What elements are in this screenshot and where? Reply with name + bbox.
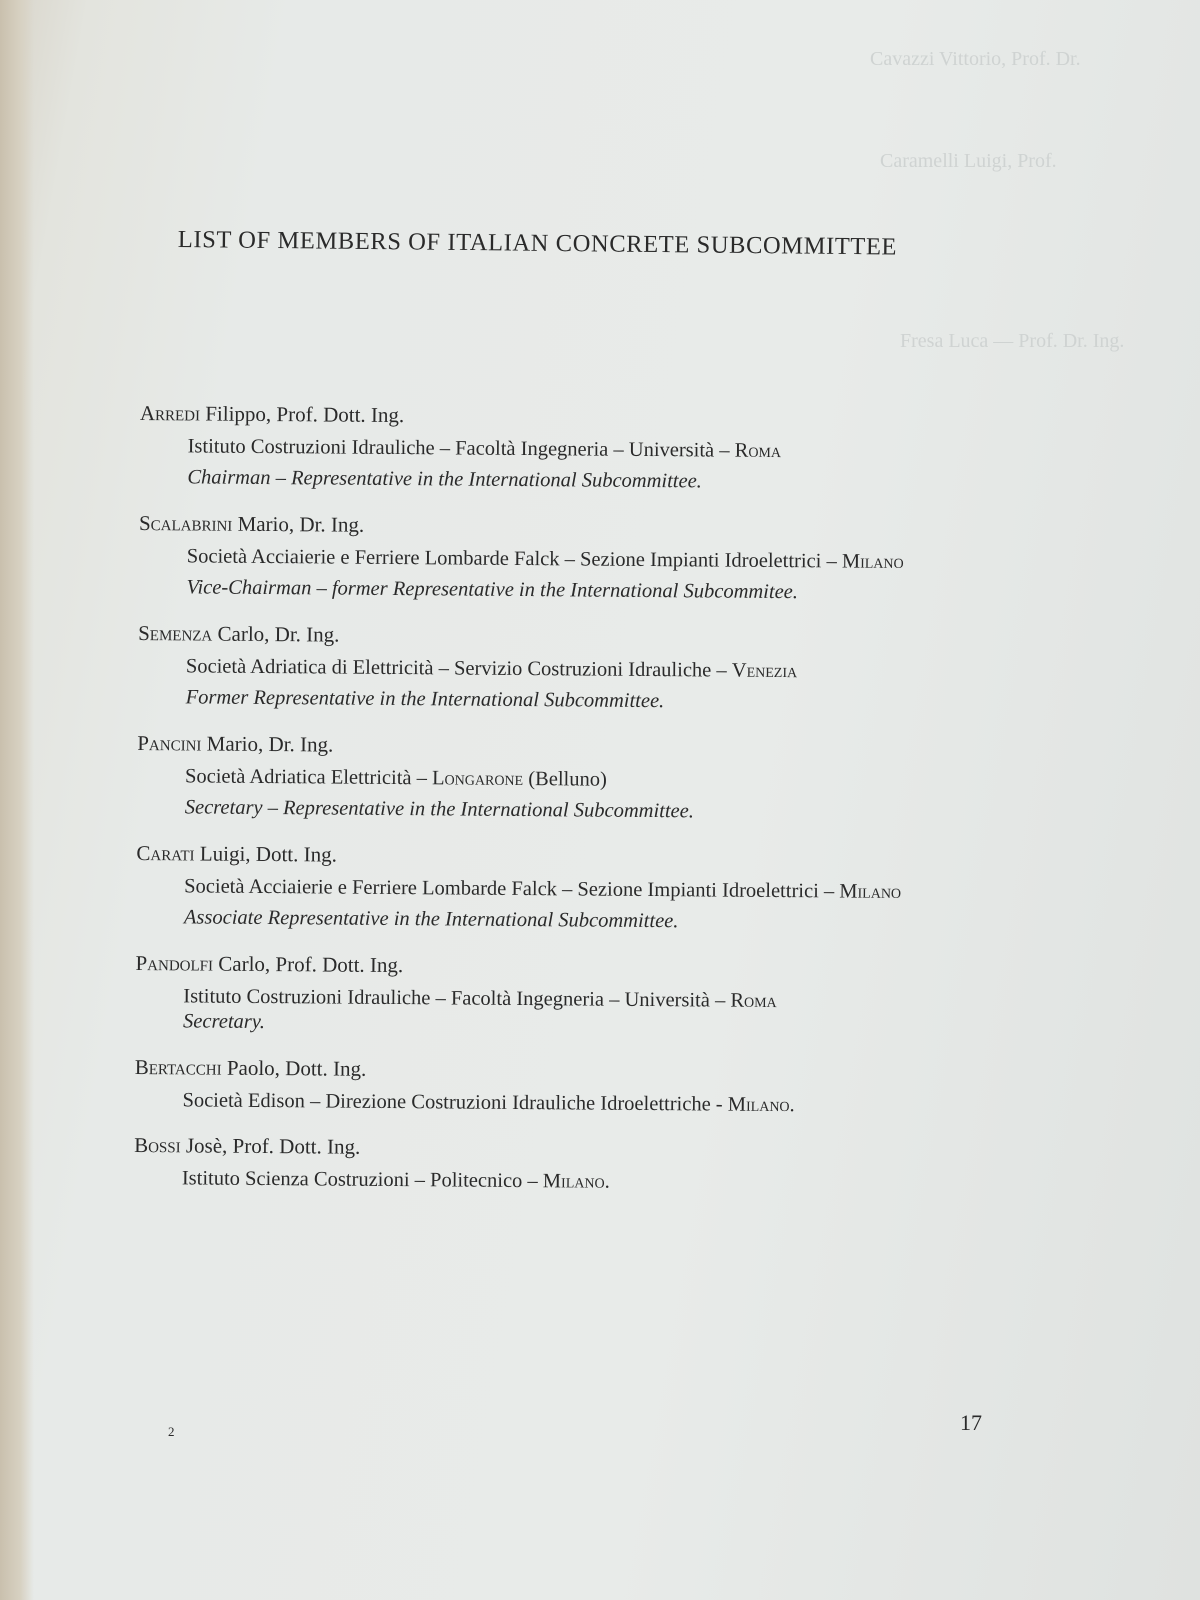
member-given-name: Filippo, Prof. Dott. Ing. [205, 401, 405, 428]
affiliation-city: Venezia [731, 659, 798, 683]
member-surname: Bossi [134, 1132, 181, 1158]
affiliation-text: Società Adriatica di Elettricità – Servizio Costruzioni Idrauliche – [185, 655, 732, 682]
member-entry [134, 1052, 1034, 1121]
member-role: Secretary. [183, 1010, 265, 1033]
member-name [138, 618, 1038, 655]
member-entry [136, 838, 1037, 939]
affiliation-city: Milano [839, 880, 902, 903]
member-surname: Carati [136, 840, 195, 866]
member-affiliation [136, 872, 1014, 907]
member-given-name: Carlo, Dr. Ing. [217, 621, 340, 647]
member-surname: Pandolfi [135, 950, 214, 976]
member-role: Vice-Chairman – former Representative in the International Subcommitee. [186, 576, 799, 604]
member-name [135, 1052, 1035, 1089]
member-entry [138, 508, 1039, 609]
member-name [136, 838, 1036, 875]
affiliation-text: Istituto Costruzioni Idrauliche – Facoltà Ingegneria – Università – [183, 985, 731, 1012]
member-affiliation [134, 1086, 1012, 1121]
member-given-name: Josè, Prof. Dott. Ing. [185, 1133, 361, 1159]
member-affiliation [140, 432, 1018, 467]
page-title: LIST OF MEMBERS OF ITALIAN CONCRETE SUBCOMMITTEE [177, 226, 898, 261]
affiliation-city: Longarone [431, 767, 524, 791]
member-entry [137, 728, 1038, 829]
affiliation-city: Milano. [542, 1170, 610, 1193]
member-role: Chairman – Representative in the International Subcommittee. [187, 466, 702, 493]
members-list [134, 398, 1040, 1215]
affiliation-suffix: (Belluno) [523, 768, 607, 791]
member-name [137, 728, 1037, 765]
member-given-name: Mario, Dr. Ing. [237, 511, 365, 537]
member-surname: Bertacchi [134, 1054, 222, 1080]
affiliation-text: Società Acciaierie e Ferriere Lombarde Falck – Sezione Impianti Idroelettrici – [184, 875, 840, 903]
affiliation-text: Società Adriatica Elettricità – [184, 765, 433, 790]
affiliation-city: Milano [841, 550, 904, 574]
member-role: Former Representative in the International Subcommittee. [185, 686, 665, 713]
member-given-name: Carlo, Prof. Dott. Ing. [218, 951, 404, 978]
printer-signature-mark: 2 [168, 1424, 175, 1439]
affiliation-text: Istituto Scienza Costruzioni – Politecnico – [181, 1167, 543, 1193]
member-entry [135, 948, 1036, 1043]
affiliation-text: Società Edison – Direzione Costruzioni Idrauliche Idroelettriche - [182, 1089, 728, 1116]
page-binding-edge [0, 0, 34, 1600]
member-affiliation [138, 652, 1016, 687]
member-entry [134, 1130, 1034, 1199]
member-surname: Scalabrini [138, 510, 233, 536]
page-number: 17 [960, 1410, 982, 1435]
member-surname: Semenza [138, 620, 213, 646]
member-surname: Arredi [139, 400, 201, 426]
member-surname: Pancini [137, 730, 202, 756]
member-given-name: Mario, Dr. Ing. [206, 731, 334, 757]
affiliation-city: Milano. [727, 1093, 795, 1117]
show-through-text: Cavazzi Vittorio, Prof. Dr. [870, 48, 1081, 70]
member-affiliation [139, 542, 1017, 577]
member-name [134, 1130, 1034, 1167]
member-name [140, 398, 1040, 435]
member-given-name: Paolo, Dott. Ing. [226, 1055, 367, 1081]
member-affiliation [137, 762, 1015, 797]
member-role: Secretary – Representative in the International Subcommittee. [184, 796, 694, 823]
show-through-text: Caramelli Luigi, Prof. [880, 150, 1057, 172]
show-through-text: Fresa Luca — Prof. Dr. Ing. [900, 330, 1125, 352]
member-affiliation [134, 1164, 1012, 1199]
member-entry [138, 618, 1039, 719]
affiliation-text: Società Acciaierie e Ferriere Lombarde Falck – Sezione Impianti Idroelettrici – [186, 545, 842, 573]
affiliation-text: Istituto Costruzioni Idrauliche – Facoltà Ingegneria – Università – [187, 435, 735, 462]
affiliation-city: Roma [730, 989, 777, 1013]
member-role: Associate Representative in the International Subcommittee. [183, 906, 679, 933]
member-entry [139, 398, 1040, 499]
affiliation-city: Roma [734, 439, 782, 463]
member-given-name: Luigi, Dott. Ing. [199, 841, 338, 867]
member-name [139, 508, 1039, 545]
member-name [135, 948, 1035, 985]
